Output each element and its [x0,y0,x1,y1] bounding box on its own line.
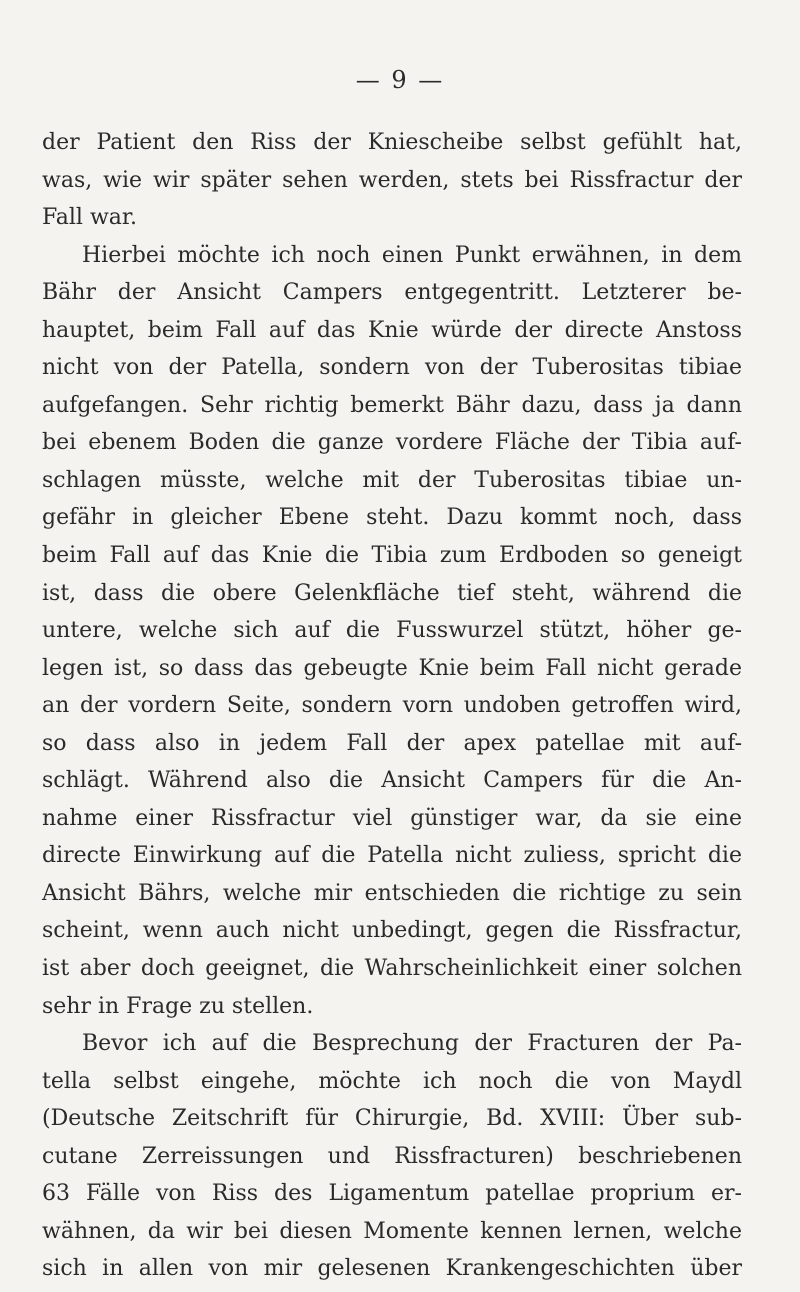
text-line: an der vordern Seite, sondern vorn undoben getroffen wird, [42,693,742,719]
text-line: sich in allen von mir gelesenen Krankengeschichten über [42,1256,742,1282]
text-line: beim Fall auf das Knie die Tibia zum Erdboden so geneigt [42,543,742,569]
text-line: bei ebenem Boden die ganze vordere Fläche der Tibia auf- [42,430,742,456]
text-line: nicht von der Patella, sondern von der Tuberositas tibiae [42,355,742,381]
text-line: scheint, wenn auch nicht unbedingt, gegen die Rissfractur, [42,918,742,944]
page-number: — 9 — [355,66,445,94]
text-line: legen ist, so dass das gebeugte Knie beim Fall nicht gerade [42,655,742,681]
text-line: Hierbei möchte ich noch einen Punkt erwähnen, in dem [82,242,742,268]
text-line: der Patient den Riss der Kniescheibe selbst gefühlt hat, [42,130,742,155]
text-line: aufgefangen. Sehr richtig bemerkt Bähr dazu, dass ja dann [42,392,742,418]
text-line: sehr in Frage zu stellen. [42,993,314,1019]
text-line: Fall war. [42,205,137,231]
text-line: so dass also in jedem Fall der apex patellae mit auf- [42,730,742,756]
text-line: tella selbst eingehe, möchte ich noch die von Maydl [42,1068,742,1094]
text-line: schlagen müsste, welche mit der Tuberositas tibiae un- [42,467,742,493]
text-line: ist, dass die obere Gelenkfläche tief steht, während die [42,580,742,606]
text-line: hauptet, beim Fall auf das Knie würde der directe Anstoss [42,317,742,343]
text-line: directe Einwirkung auf die Patella nicht zuliess, spricht die [42,843,742,869]
text-line: untere, welche sich auf die Fusswurzel stützt, höher ge- [42,618,742,644]
text-line: wähnen, da wir bei diesen Momente kennen lernen, welche [42,1218,742,1244]
text-line: 63 Fälle von Riss des Ligamentum patellae proprium er- [42,1181,742,1207]
text-line: Bevor ich auf die Besprechung der Fracturen der Pa- [82,1031,742,1057]
text-line: Ansicht Bährs, welche mir entschieden die richtige zu sein [42,880,742,906]
text-line: Bähr der Ansicht Campers entgegentritt. Letzterer be- [42,280,742,306]
text-line: nahme einer Rissfractur viel günstiger war, da sie eine [42,805,742,831]
text-line: (Deutsche Zeitschrift für Chirurgie, Bd. XVIII: Über sub- [42,1106,742,1132]
text-line: ist aber doch geeignet, die Wahrscheinlichkeit einer solchen [42,956,742,982]
text-line: cutane Zerreissungen und Rissfracturen) beschriebenen [42,1143,742,1169]
text-line: gefähr in gleicher Ebene steht. Dazu kommt noch, dass [42,505,742,531]
body-text [42,124,742,1288]
text-line: schlägt. Während also die Ansicht Campers für die An- [42,768,742,794]
text-line: was, wie wir später sehen werden, stets bei Rissfractur der [42,167,742,193]
